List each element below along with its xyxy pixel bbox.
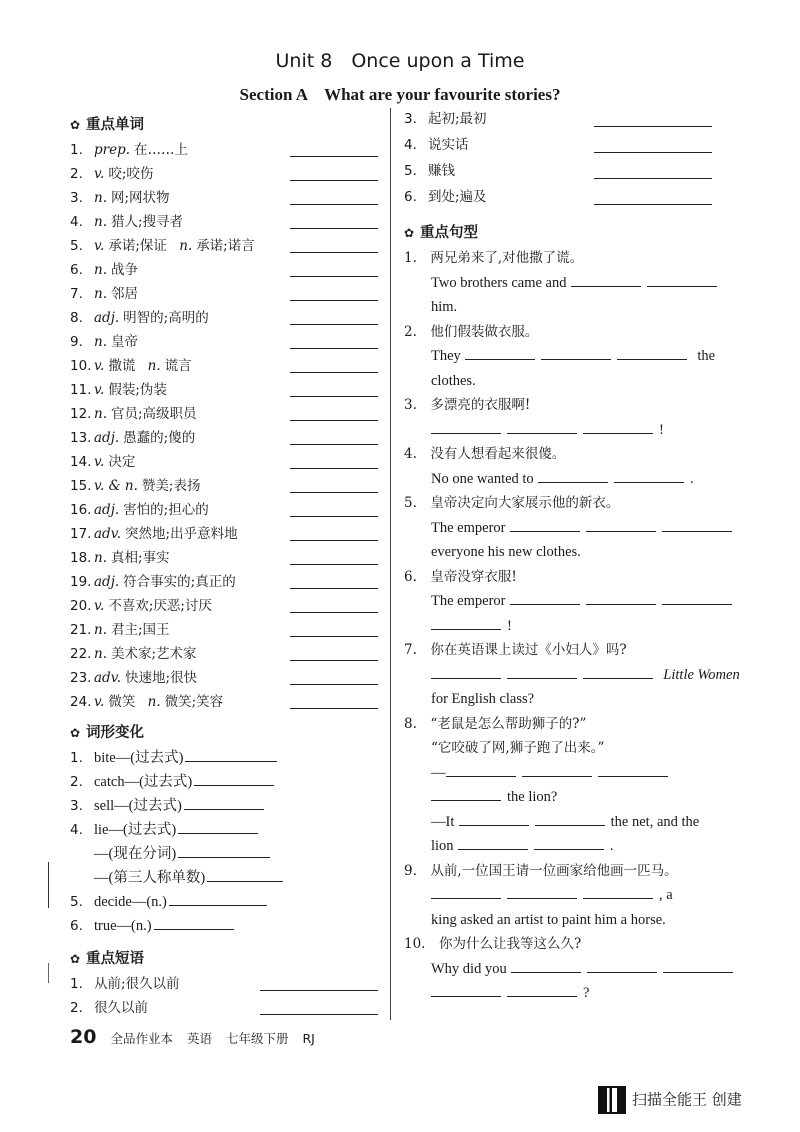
chinese-meaning: 说实话 bbox=[428, 137, 469, 153]
answer-blank[interactable] bbox=[583, 419, 653, 434]
answer-blank[interactable] bbox=[586, 517, 656, 532]
item-number: 5. bbox=[70, 238, 83, 254]
answer-blank[interactable] bbox=[290, 396, 378, 397]
answer-blank[interactable] bbox=[178, 819, 258, 834]
answer-blank[interactable] bbox=[662, 517, 732, 532]
vocab-row bbox=[70, 282, 382, 306]
chinese-meaning: 微笑 bbox=[108, 694, 136, 710]
answer-blank[interactable] bbox=[459, 811, 529, 826]
word-form-prompt: true—(n.) bbox=[94, 918, 152, 934]
chinese-meaning: 战争 bbox=[111, 262, 138, 278]
vocab-row bbox=[70, 210, 382, 234]
clover-icon: ✿ bbox=[70, 726, 81, 740]
answer-blank[interactable] bbox=[194, 771, 274, 786]
chinese-meaning: 网;网状物 bbox=[111, 190, 170, 206]
sentence-3-cn: 3. 多漂亮的衣服啊! bbox=[404, 397, 531, 413]
part-of-speech: v. bbox=[94, 358, 105, 374]
part-of-speech: n. bbox=[94, 622, 107, 638]
clover-icon: ✿ bbox=[70, 952, 81, 966]
answer-blank[interactable] bbox=[571, 272, 641, 287]
sentence-8-en-a: —It the net, and the bbox=[404, 810, 716, 835]
book-name: 全品作业本 bbox=[110, 1031, 173, 1046]
answer-blank[interactable] bbox=[290, 468, 378, 469]
sentence-10-en-cont: ? bbox=[404, 981, 716, 1006]
answer-blank[interactable] bbox=[647, 272, 717, 287]
item-number: 18. bbox=[70, 550, 92, 566]
scanner-watermark: 扫描全能王 创建 bbox=[598, 1086, 742, 1114]
part-of-speech: n. bbox=[94, 406, 107, 422]
word-form-row bbox=[70, 818, 382, 842]
answer-blank[interactable] bbox=[290, 588, 378, 589]
part-of-speech: v. & n. bbox=[94, 478, 138, 494]
word-form-row bbox=[70, 890, 382, 914]
sentence-2-en: They the bbox=[404, 344, 716, 369]
sentence-8-en-a-cont: lion . bbox=[404, 834, 716, 859]
answer-blank[interactable] bbox=[507, 419, 577, 434]
item-number: 4. bbox=[70, 822, 83, 838]
sentence-7-cn: 7. 你在英语课上读过《小妇人》吗? bbox=[404, 642, 627, 658]
chinese-meaning: 君主;国王 bbox=[111, 622, 170, 638]
sentence-8-en-q-cont: the lion? bbox=[404, 785, 716, 810]
answer-blank[interactable] bbox=[507, 982, 577, 997]
item-number: 6. bbox=[70, 262, 83, 278]
answer-blank[interactable] bbox=[446, 762, 516, 777]
part-of-speech: n. bbox=[147, 358, 161, 374]
chinese-meaning: 皇帝 bbox=[111, 334, 138, 350]
phrase-row bbox=[70, 996, 382, 1020]
item-number: 3. bbox=[70, 798, 83, 814]
sentence-6-en-cont: ! bbox=[404, 614, 716, 639]
section-heading-vocab: ✿ 重点单词 bbox=[70, 112, 382, 138]
item-number: 1. bbox=[70, 750, 83, 766]
part-of-speech: v. bbox=[94, 598, 105, 614]
word-form-prompt: catch—(过去式) bbox=[94, 774, 193, 790]
edition: RJ bbox=[302, 1031, 315, 1046]
answer-blank[interactable] bbox=[538, 468, 608, 483]
chinese-meaning: 快速地;很快 bbox=[125, 670, 198, 686]
answer-blank[interactable] bbox=[662, 590, 732, 605]
answer-blank[interactable] bbox=[535, 811, 605, 826]
vocab-row bbox=[70, 642, 382, 666]
chinese-meaning: 假装;伪装 bbox=[108, 382, 167, 398]
chinese-meaning: 赞美;表扬 bbox=[141, 478, 201, 494]
chinese-meaning: 害怕的;担心的 bbox=[123, 502, 209, 518]
word-form-row bbox=[70, 914, 382, 938]
phrase-row bbox=[404, 132, 716, 158]
phrase-row bbox=[404, 158, 716, 184]
item-number: 5. bbox=[70, 894, 83, 910]
part-of-speech: n. bbox=[94, 334, 107, 350]
answer-blank[interactable] bbox=[290, 540, 378, 541]
answer-blank[interactable] bbox=[207, 867, 283, 882]
vocab-row bbox=[70, 234, 382, 258]
item-number: 19. bbox=[70, 574, 92, 590]
item-number: 12. bbox=[70, 406, 92, 422]
vocab-row bbox=[70, 138, 382, 162]
word-form-prompt: sell—(过去式) bbox=[94, 798, 182, 814]
answer-blank[interactable] bbox=[154, 915, 234, 930]
sentence-6-en: The emperor bbox=[404, 589, 716, 614]
part-of-speech: prep. bbox=[94, 142, 131, 158]
sentence-9-en: , a bbox=[404, 883, 716, 908]
vocab-row bbox=[70, 426, 382, 450]
item-number: 3. bbox=[404, 111, 417, 127]
answer-blank[interactable] bbox=[290, 636, 378, 637]
sentence-3-en: ! bbox=[404, 418, 716, 443]
chinese-meaning: 在……上 bbox=[134, 142, 189, 158]
grade: 七年级下册 bbox=[225, 1031, 289, 1046]
answer-blank[interactable] bbox=[583, 884, 653, 899]
item-number: 6. bbox=[70, 918, 83, 934]
answer-blank[interactable] bbox=[290, 684, 378, 685]
part-of-speech: v. bbox=[94, 454, 105, 470]
chinese-meaning: 符合事实的;真正的 bbox=[123, 574, 236, 590]
answer-blank[interactable] bbox=[534, 835, 604, 850]
answer-blank[interactable] bbox=[594, 126, 712, 127]
part-of-speech: n. bbox=[94, 550, 107, 566]
word-form-row bbox=[70, 794, 382, 818]
vocab-row bbox=[70, 618, 382, 642]
chinese-meaning: 邻居 bbox=[111, 286, 138, 302]
word-form-row bbox=[70, 842, 382, 866]
sentence-7-en: Little Women bbox=[404, 663, 716, 688]
part-of-speech: n. bbox=[147, 694, 161, 710]
vocab-row bbox=[70, 162, 382, 186]
chinese-meaning: 咬;咬伤 bbox=[108, 166, 154, 182]
qr-code-icon bbox=[598, 1086, 626, 1114]
part-of-speech: adj. bbox=[94, 430, 120, 446]
item-number: 7. bbox=[70, 286, 83, 302]
vocab-list bbox=[70, 138, 382, 714]
part-of-speech: n. bbox=[94, 214, 107, 230]
margin-mark bbox=[48, 862, 49, 908]
answer-blank[interactable] bbox=[290, 708, 378, 709]
vocab-row bbox=[70, 666, 382, 690]
page-number: 20 bbox=[70, 1026, 97, 1048]
sentence-1-en: Two brothers came and bbox=[404, 271, 716, 296]
sentence-9-cn: 9. 从前,一位国王请一位画家给他画一匹马。 bbox=[404, 862, 678, 879]
part-of-speech: v. bbox=[94, 382, 105, 398]
answer-blank[interactable] bbox=[290, 420, 378, 421]
phrases-list-continued bbox=[404, 106, 716, 210]
vocab-row bbox=[70, 258, 382, 282]
vocab-row bbox=[70, 402, 382, 426]
sentence-4-en: No one wanted to . bbox=[404, 467, 716, 492]
answer-blank[interactable] bbox=[594, 178, 712, 179]
chinese-meaning: 真相;事实 bbox=[111, 550, 170, 566]
phrase-row bbox=[404, 106, 716, 132]
chinese-meaning: 承诺;诺言 bbox=[196, 238, 255, 254]
answer-blank[interactable] bbox=[290, 372, 378, 373]
answer-blank[interactable] bbox=[541, 345, 611, 360]
item-number: 9. bbox=[70, 334, 83, 350]
answer-blank[interactable] bbox=[594, 204, 712, 205]
item-number: 14. bbox=[70, 454, 92, 470]
answer-blank[interactable] bbox=[510, 590, 580, 605]
chinese-meaning: 决定 bbox=[108, 454, 136, 470]
section-heading-phrases: ✿ 重点短语 bbox=[70, 946, 382, 972]
page-footer bbox=[70, 1026, 325, 1048]
item-number: 3. bbox=[70, 190, 83, 206]
item-number: 11. bbox=[70, 382, 92, 398]
item-number: 21. bbox=[70, 622, 92, 638]
chinese-meaning: 很久以前 bbox=[94, 1000, 148, 1016]
answer-blank[interactable] bbox=[290, 516, 378, 517]
item-number: 23. bbox=[70, 670, 92, 686]
vocab-row bbox=[70, 546, 382, 570]
vocab-row bbox=[70, 306, 382, 330]
part-of-speech: n. bbox=[94, 262, 107, 278]
word-form-row bbox=[70, 866, 382, 890]
part-of-speech: adj. bbox=[94, 574, 120, 590]
item-number: 13. bbox=[70, 430, 92, 446]
item-number: 4. bbox=[404, 137, 417, 153]
answer-blank[interactable] bbox=[598, 762, 668, 777]
sentence-4-cn: 4. 没有人想看起来很傻。 bbox=[404, 446, 566, 462]
vocab-row bbox=[70, 570, 382, 594]
sentence-10-en: Why did you bbox=[404, 957, 716, 982]
answer-blank[interactable] bbox=[431, 982, 501, 997]
answer-blank[interactable] bbox=[290, 228, 378, 229]
answer-blank[interactable] bbox=[260, 1014, 378, 1015]
part-of-speech: n. bbox=[94, 646, 107, 662]
vocab-row bbox=[70, 330, 382, 354]
answer-blank[interactable] bbox=[290, 300, 378, 301]
part-of-speech: v. bbox=[94, 166, 105, 182]
vocab-row bbox=[70, 690, 382, 714]
sentence-2-en-cont: clothes. bbox=[431, 372, 476, 389]
part-of-speech: v. bbox=[94, 694, 105, 710]
chinese-meaning: 起初;最初 bbox=[428, 111, 487, 127]
phrase-row bbox=[70, 972, 382, 996]
item-number: 15. bbox=[70, 478, 92, 494]
vocab-row bbox=[70, 594, 382, 618]
answer-blank[interactable] bbox=[458, 835, 528, 850]
chinese-meaning: 从前;很久以前 bbox=[94, 976, 180, 992]
vocab-row bbox=[70, 498, 382, 522]
answer-blank[interactable] bbox=[290, 156, 378, 157]
chinese-meaning: 突然地;出乎意料地 bbox=[125, 526, 238, 542]
phrases-list bbox=[70, 972, 382, 1020]
answer-blank[interactable] bbox=[431, 786, 501, 801]
column-divider bbox=[390, 108, 391, 1020]
part-of-speech: adv. bbox=[94, 670, 122, 686]
answer-blank[interactable] bbox=[614, 468, 684, 483]
answer-blank[interactable] bbox=[290, 612, 378, 613]
phrase-row bbox=[404, 184, 716, 210]
left-column bbox=[70, 112, 382, 1020]
item-number: 1. bbox=[70, 976, 83, 992]
part-of-speech: v. bbox=[94, 238, 105, 254]
item-number: 10. bbox=[70, 358, 92, 374]
answer-blank[interactable] bbox=[290, 348, 378, 349]
section-title: Section A What are your favourite stories? bbox=[239, 85, 561, 104]
chinese-meaning: 愚蠢的;傻的 bbox=[123, 430, 196, 446]
answer-blank[interactable] bbox=[260, 990, 378, 991]
chinese-meaning: 明智的;高明的 bbox=[123, 310, 209, 326]
clover-icon: ✿ bbox=[70, 118, 81, 132]
answer-blank[interactable] bbox=[185, 747, 277, 762]
sentence-2-cn: 2. 他们假装做衣服。 bbox=[404, 323, 539, 340]
chinese-meaning: 谎言 bbox=[164, 358, 192, 374]
vocab-row bbox=[70, 522, 382, 546]
vocab-row bbox=[70, 474, 382, 498]
part-of-speech: n. bbox=[94, 286, 107, 302]
answer-blank[interactable] bbox=[290, 204, 378, 205]
answer-blank[interactable] bbox=[507, 664, 577, 679]
right-column bbox=[404, 106, 740, 1006]
answer-blank[interactable] bbox=[178, 843, 270, 858]
answer-blank[interactable] bbox=[511, 958, 581, 973]
sentence-9-en-cont: king asked an artist to paint him a horse. bbox=[431, 911, 666, 928]
item-number: 4. bbox=[70, 214, 83, 230]
part-of-speech: adj. bbox=[94, 502, 120, 518]
subject: 英语 bbox=[186, 1031, 212, 1046]
part-of-speech: adj. bbox=[94, 310, 120, 326]
word-form-prompt: lie—(过去式) bbox=[94, 822, 177, 838]
answer-blank[interactable] bbox=[594, 152, 712, 153]
part-of-speech: adv. bbox=[94, 526, 122, 542]
word-form-row bbox=[70, 770, 382, 794]
forms-list bbox=[70, 746, 382, 938]
vocab-row bbox=[70, 378, 382, 402]
vocab-row bbox=[70, 450, 382, 474]
sentence-5-en-cont: everyone his new clothes. bbox=[431, 544, 581, 560]
answer-blank[interactable] bbox=[510, 517, 580, 532]
answer-blank[interactable] bbox=[583, 664, 653, 679]
answer-blank[interactable] bbox=[290, 324, 378, 325]
sentence-8-cn-b: “它咬破了网,狮子跑了出来。” bbox=[431, 740, 605, 756]
chinese-meaning: 美术家;艺术家 bbox=[111, 646, 197, 662]
chinese-meaning: 到处;遍及 bbox=[428, 189, 487, 205]
sentence-list bbox=[404, 246, 740, 1006]
word-form-prompt: —(现在分词) bbox=[94, 846, 177, 862]
chinese-meaning: 不喜欢;厌恶;讨厌 bbox=[108, 598, 212, 614]
answer-blank[interactable] bbox=[169, 891, 267, 906]
answer-blank[interactable] bbox=[290, 180, 378, 181]
word-form-prompt: —(第三人称单数) bbox=[94, 870, 206, 886]
answer-blank[interactable] bbox=[586, 590, 656, 605]
answer-blank[interactable] bbox=[290, 444, 378, 445]
item-number: 2. bbox=[70, 166, 83, 182]
item-number: 5. bbox=[404, 163, 417, 179]
answer-blank[interactable] bbox=[507, 884, 577, 899]
sentence-1-en-cont: him. bbox=[431, 299, 458, 315]
word-form-row bbox=[70, 746, 382, 770]
item-number: 6. bbox=[404, 189, 417, 205]
chinese-meaning: 赚钱 bbox=[428, 163, 455, 179]
answer-blank[interactable] bbox=[431, 419, 501, 434]
answer-blank[interactable] bbox=[431, 664, 501, 679]
item-number: 20. bbox=[70, 598, 92, 614]
chinese-meaning: 承诺;保证 bbox=[108, 238, 167, 254]
item-number: 17. bbox=[70, 526, 92, 542]
item-number: 22. bbox=[70, 646, 92, 662]
unit-title: Unit 8 Once upon a Time bbox=[275, 50, 525, 72]
chinese-meaning: 撒谎 bbox=[108, 358, 136, 374]
item-number: 1. bbox=[70, 142, 83, 158]
clover-icon: ✿ bbox=[404, 226, 415, 240]
sentence-1-cn: 1. 两兄弟来了,对他撒了谎。 bbox=[404, 250, 584, 266]
vocab-row bbox=[70, 354, 382, 378]
word-form-prompt: decide—(n.) bbox=[94, 894, 167, 910]
item-number: 16. bbox=[70, 502, 92, 518]
item-number: 2. bbox=[70, 774, 83, 790]
margin-mark bbox=[48, 963, 49, 983]
part-of-speech: n. bbox=[179, 238, 193, 254]
chinese-meaning: 猎人;搜寻者 bbox=[111, 214, 184, 230]
sentence-5-en: The emperor bbox=[404, 516, 716, 541]
answer-blank[interactable] bbox=[663, 958, 733, 973]
answer-blank[interactable] bbox=[522, 762, 592, 777]
answer-blank[interactable] bbox=[617, 345, 687, 360]
section-heading-forms: ✿ 词形变化 bbox=[70, 720, 382, 746]
part-of-speech: n. bbox=[94, 190, 107, 206]
sentence-6-cn: 6. 皇帝没穿衣服! bbox=[404, 568, 517, 585]
answer-blank[interactable] bbox=[290, 660, 378, 661]
item-number: 8. bbox=[70, 310, 83, 326]
answer-blank[interactable] bbox=[290, 252, 378, 253]
answer-blank[interactable] bbox=[465, 345, 535, 360]
answer-blank[interactable] bbox=[431, 884, 501, 899]
answer-blank[interactable] bbox=[587, 958, 657, 973]
word-form-prompt: bite—(过去式) bbox=[94, 750, 184, 766]
item-number: 2. bbox=[70, 1000, 83, 1016]
chinese-meaning: 官员;高级职员 bbox=[111, 406, 197, 422]
item-number: 24. bbox=[70, 694, 92, 710]
sentence-5-cn: 5. 皇帝决定向大家展示他的新衣。 bbox=[404, 495, 620, 511]
answer-blank[interactable] bbox=[290, 492, 378, 493]
vocab-row bbox=[70, 186, 382, 210]
answer-blank[interactable] bbox=[290, 276, 378, 277]
section-heading-sentences: ✿ 重点句型 bbox=[404, 220, 716, 246]
answer-blank[interactable] bbox=[431, 615, 501, 630]
sentence-7-en-cont: for English class? bbox=[431, 691, 535, 707]
answer-blank[interactable] bbox=[184, 795, 264, 810]
sentence-8-en-q: — bbox=[404, 761, 716, 786]
answer-blank[interactable] bbox=[290, 564, 378, 565]
sentence-8-cn-a: 8. “老鼠是怎么帮助狮子的?” bbox=[404, 715, 587, 732]
chinese-meaning: 微笑;笑容 bbox=[164, 694, 224, 710]
sentence-10-cn: 10. 你为什么让我等这么久? bbox=[404, 936, 582, 952]
